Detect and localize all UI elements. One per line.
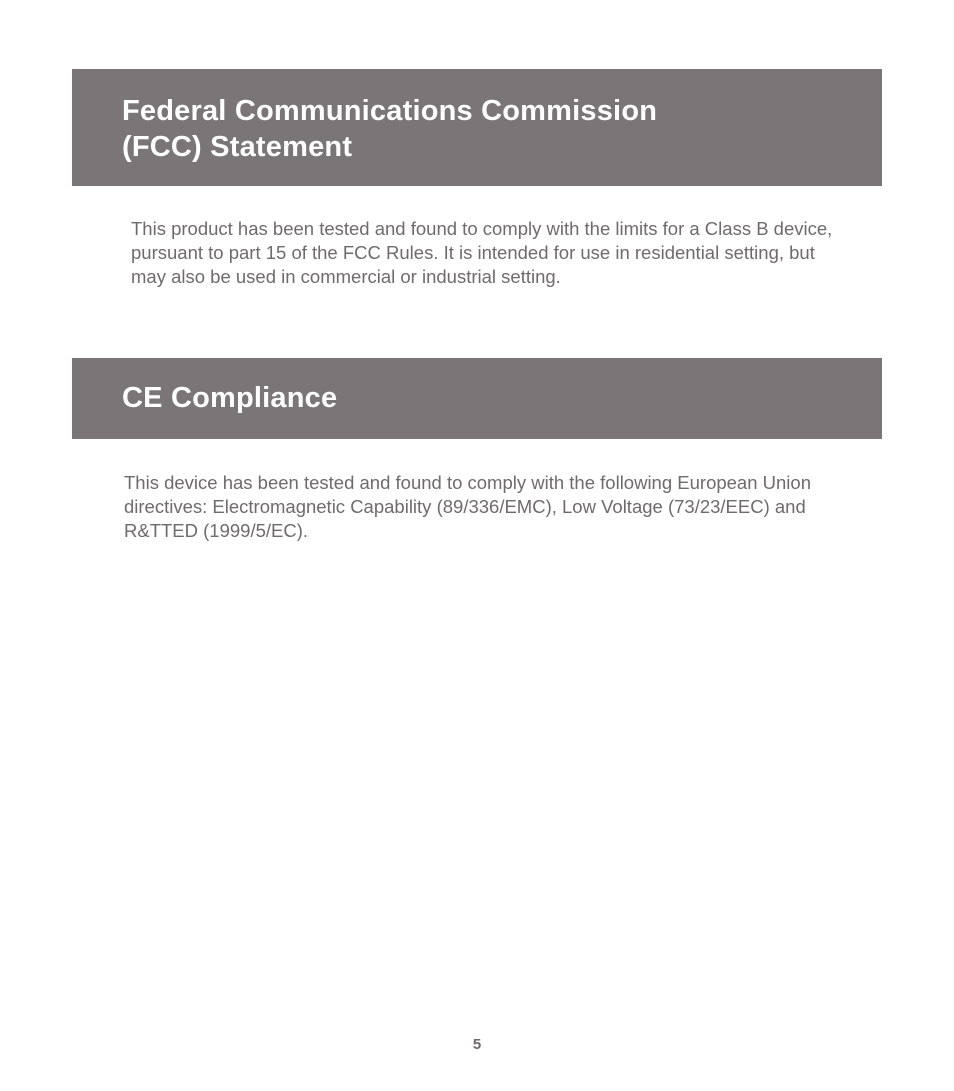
ce-section-header (72, 358, 882, 439)
fcc-section-title: Federal Communications Commission (FCC) Statement (122, 95, 658, 163)
fcc-section-header (72, 69, 882, 186)
ce-compliance-text: This device has been tested and found to comply with the following European Union directives: Electromagnetic Capability (89/336/EMC), Low Voltage (73/23/EEC) and R&TTED (1999/5/EC). (124, 472, 811, 541)
ce-section-title: CE Compliance (122, 382, 338, 414)
fcc-statement-text: This product has been tested and found to comply with the limits for a Class B device, pursuant to part 15 of the FCC Rules. It is intended for use in residential setting, but may also be used in commercial or industrial setting. (131, 218, 833, 287)
page-number: 5 (472, 1036, 482, 1053)
